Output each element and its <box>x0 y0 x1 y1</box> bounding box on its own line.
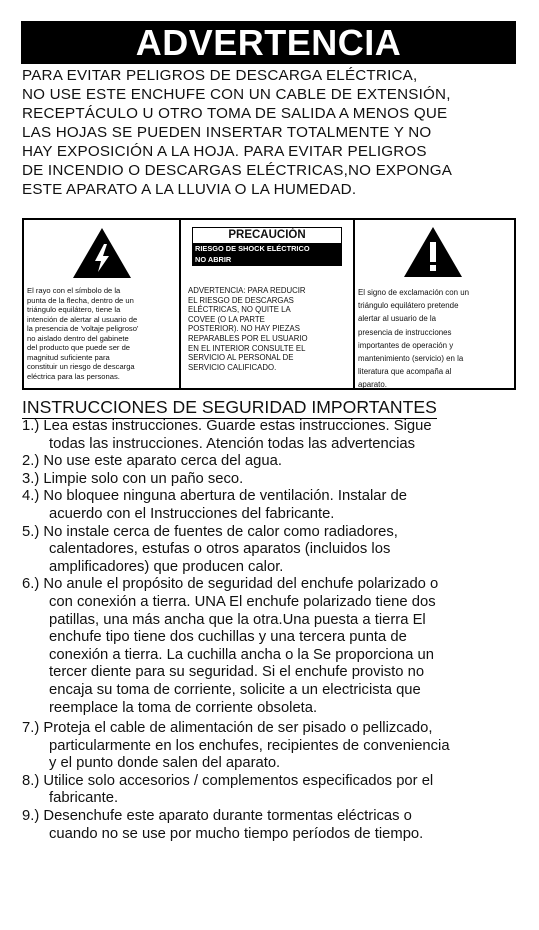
instruction-line: amplificadores) que producen calor. <box>49 558 284 575</box>
banner-title: ADVERTENCIA <box>135 22 402 63</box>
description-line: intención de alertar al usuario de <box>27 314 138 324</box>
description-line: no aislado dentro del gabinete <box>27 333 129 343</box>
warning-line: HAY EXPOSICIÓN A LA HOJA. PARA EVITAR PELIGROS <box>22 143 427 160</box>
instruction-line: 6.) No anule el propósito de seguridad del enchufe polarizado o <box>22 576 439 593</box>
caution-subtitle-line: NO ABRIR <box>195 255 232 264</box>
caution-title: PRECAUCIÓN <box>228 229 306 241</box>
instruction-line: conexión a tierra. La cuchilla ancha o la Se proporciona un <box>49 646 434 663</box>
caution-subtitle <box>193 243 341 265</box>
instructions-heading: INSTRUCCIONES DE SEGURIDAD IMPORTANTES <box>22 397 437 417</box>
instruction-item <box>22 773 532 808</box>
description-line: ELÉCTRICAS, NO QUITE LA <box>188 305 291 315</box>
description-line: alertar al usuario de la <box>358 314 437 324</box>
instruction-line: acuerdo con el Instrucciones del fabricante. <box>49 505 335 522</box>
description-line: ADVERTENCIA: PARA REDUCIR <box>188 286 306 295</box>
description-line: aparato. <box>358 380 387 390</box>
description-line: EN EL INTERIOR CONSULTE EL <box>188 343 306 353</box>
description-line: El signo de exclamación con un <box>358 288 469 297</box>
exclamation-column <box>355 220 514 388</box>
description-line: del producto que puede ser de <box>27 343 131 352</box>
instruction-line: 8.) Utilice solo accesorios / complementos especificados por el <box>22 772 434 789</box>
description-line: SERVICIO CALIFICADO. <box>188 362 277 372</box>
description-line: la presencia de 'voltaje peligroso' <box>27 324 139 333</box>
caution-description <box>188 286 308 372</box>
caution-column <box>181 220 355 388</box>
description-line: POSTERIOR). NO HAY PIEZAS <box>188 324 300 334</box>
instruction-item <box>22 418 532 453</box>
description-line: presencia de instrucciones <box>358 327 452 337</box>
instruction-item <box>22 524 532 577</box>
instruction-line: 5.) No instale cerca de fuentes de calor como radiadores, <box>22 523 398 540</box>
instruction-line: y el punto donde salen del aparato. <box>49 755 281 772</box>
instruction-item <box>22 808 532 843</box>
instruction-line: calentadores, estufas o otros aparatos (incluidos los <box>49 541 391 558</box>
warning-line: LAS HOJAS SE PUEDEN INSERTAR TOTALMENTE Y NO <box>22 124 432 141</box>
instruction-line: patillas, una más ancha que la otra.Una puesta a tierra El <box>49 611 426 628</box>
instruction-line: 9.) Desenchufe este aparato durante tormentas eléctricas o <box>22 808 412 825</box>
instruction-line: reemplace la toma de corriente obsoleta. <box>49 699 318 716</box>
instruction-line: 3.) Limpie solo con un paño seco. <box>22 470 244 487</box>
instruction-line: particularmente en los enchufes, recipientes de conveniencia <box>49 737 450 754</box>
description-line: REPARABLES POR EL USUARIO <box>188 333 308 343</box>
warning-text <box>22 66 522 199</box>
instruction-item <box>22 453 532 471</box>
exclamation-triangle-icon <box>402 225 464 279</box>
description-line: COVEE (O LA PARTE <box>188 314 265 324</box>
description-line: triángulo equilátero pretende <box>358 301 459 311</box>
safety-symbols-panel <box>22 218 516 390</box>
instruction-line: 1.) Lea estas instrucciones. Guarde estas instrucciones. Sigue <box>22 418 432 434</box>
instruction-line: todas las instrucciones. Atención todas las advertencias <box>49 435 416 452</box>
instruction-line: encaja su toma de corriente, solicite a un electricista que <box>49 681 421 698</box>
caution-label <box>192 227 342 266</box>
instruction-item <box>22 720 532 773</box>
description-line: literatura que acompaña al <box>358 367 452 377</box>
instruction-line: 7.) Proteja el cable de alimentación de ser pisado o pellizcado, <box>22 720 433 737</box>
description-line: SERVICIO AL PERSONAL DE <box>188 353 294 363</box>
lightning-description <box>27 286 138 381</box>
description-line: triángulo equilátero, tiene la <box>27 305 121 314</box>
description-line: magnitud suficiente para <box>27 352 110 362</box>
instruction-line: cuando no se use por mucho tiempo períodos de tiempo. <box>49 825 424 842</box>
instruction-line: tercer diente para su seguridad. Si el enchufe provisto no <box>49 664 425 681</box>
instruction-line: enchufe tipo tiene dos cuchillas y una tercera punta de <box>49 629 407 646</box>
description-line: importantes de operación y <box>358 340 454 350</box>
description-line: punta de la flecha, dentro de un <box>27 295 134 305</box>
description-line: EL RIESGO DE DESCARGAS <box>188 295 294 305</box>
instruction-line: con conexión a tierra. UNA El enchufe polarizado tiene dos <box>49 593 436 610</box>
caution-subtitle-line: RIESGO DE SHOCK ELÉCTRICO <box>195 244 310 253</box>
warning-line: DE INCENDIO O DESCARGAS ELÉCTRICAS,NO EXPONGA <box>22 162 453 179</box>
instruction-line: 2.) No use este aparato cerca del agua. <box>22 453 282 470</box>
instruction-item <box>22 576 532 717</box>
lightning-triangle-icon <box>71 226 133 280</box>
warning-line: NO USE ESTE ENCHUFE CON UN CABLE DE EXTENSIÓN, <box>22 86 451 103</box>
lightning-column <box>24 220 181 388</box>
description-line: mantenimiento (servicio) en la <box>358 354 464 364</box>
instruction-item <box>22 488 532 523</box>
instruction-item <box>22 471 532 489</box>
warning-line: PARA EVITAR PELIGROS DE DESCARGA ELÉCTRICA, <box>22 67 418 84</box>
instruction-line: fabricante. <box>49 790 119 807</box>
instruction-line: 4.) No bloquee ninguna abertura de ventilación. Instalar de <box>22 488 407 505</box>
instructions-list <box>22 418 532 843</box>
description-line: constituir un riesgo de descarga <box>27 362 135 371</box>
warning-banner <box>21 21 516 64</box>
description-line: eléctrica para las personas. <box>27 371 120 381</box>
exclamation-description <box>358 286 469 392</box>
warning-line: RECEPTÁCULO U OTRO TOMA DE SALIDA A MENOS QUE <box>22 105 448 122</box>
warning-line: ESTE APARATO A LA LLUVIA O LA HUMEDAD. <box>22 181 357 198</box>
description-line: El rayo con el símbolo de la <box>27 286 121 295</box>
